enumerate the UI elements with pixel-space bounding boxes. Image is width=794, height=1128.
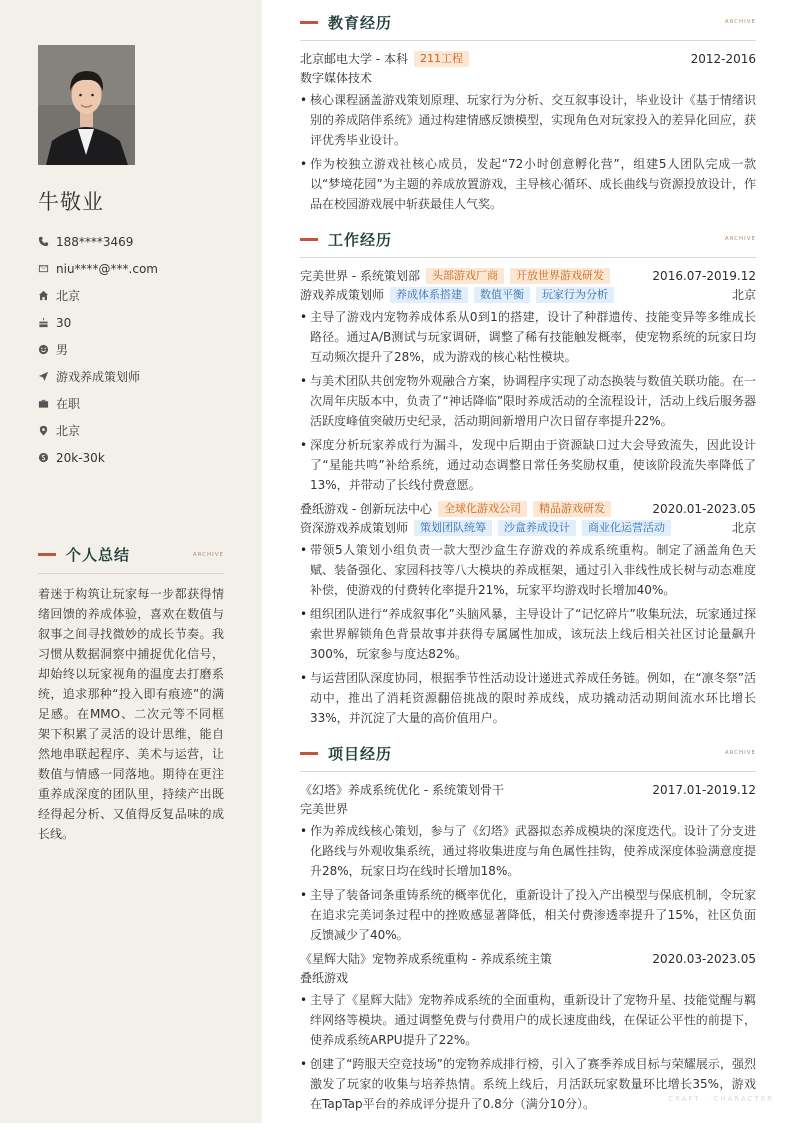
summary-section xyxy=(38,544,224,844)
projects-title: 项目经历 xyxy=(328,744,393,763)
list-item: • 与运营团队深度协同，根据季节性活动设计递进式养成任务链。例如，在“凛冬祭”活动中，推出了消耗资源翻倍挑战的限时养成线，成功撬动活动期间流水环比增长33%，并沉淀了大量的高价值用户。 xyxy=(300,668,756,728)
summary-title: 个人总结 xyxy=(66,546,131,564)
job-company-row xyxy=(300,266,756,285)
education-period: 2012-2016 xyxy=(690,51,756,66)
project-entry xyxy=(300,780,756,945)
project-period: 2017.01-2019.12 xyxy=(652,782,756,797)
project-entry xyxy=(300,949,756,1114)
education-archive-tag: ARCHIVE xyxy=(724,19,756,25)
smile-icon xyxy=(38,344,56,355)
job-city: 北京 xyxy=(731,288,756,302)
work-header xyxy=(300,228,756,250)
job-bullets xyxy=(300,307,756,495)
cake-icon xyxy=(38,317,56,328)
school-badge: 211工程 xyxy=(414,51,469,67)
info-row-salary xyxy=(38,444,248,471)
job-role: 资深游戏养成策划师 xyxy=(300,521,409,535)
section-divider xyxy=(38,573,224,574)
job-company: 完美世界 - 系统策划部 xyxy=(300,269,420,283)
info-row-age xyxy=(38,309,248,336)
projects-header xyxy=(300,742,756,764)
info-row-home xyxy=(38,282,248,309)
info-row-location xyxy=(38,417,248,444)
education-header xyxy=(300,11,756,33)
education-section xyxy=(300,11,756,214)
phone-icon xyxy=(38,236,56,247)
candidate-name: 牛敬业 xyxy=(38,190,104,214)
salary-text: 20k-30k xyxy=(56,450,105,465)
briefcase-icon xyxy=(38,398,56,409)
position-text: 游戏养成策划师 xyxy=(56,370,141,384)
project-name: 《星辉大陆》宠物养成系统重构 - 养成系统主策 xyxy=(300,952,552,966)
major-name: 数字媒体技术 xyxy=(300,71,373,85)
work-title: 工作经历 xyxy=(328,230,393,249)
list-item: • 作为养成线核心策划，参与了《幻塔》武器拟态养成模块的深度迭代。设计了分支进化路线与外观收集系统，通过将收集进度与角色属性挂钩，使养成深度体验满意度提升28%，玩家日均在线时长增加18%。 xyxy=(300,821,756,881)
company-tag: 全球化游戏公司 xyxy=(438,501,527,517)
project-bullets xyxy=(300,821,756,945)
project-title-row xyxy=(300,780,756,799)
job-city: 北京 xyxy=(731,521,756,535)
education-school-row xyxy=(300,49,756,68)
home-text: 北京 xyxy=(56,289,81,303)
contact-info-list xyxy=(38,228,248,471)
job-role-row xyxy=(300,518,756,537)
company-tag: 开放世界游戏研发 xyxy=(510,268,610,284)
info-row-email xyxy=(38,255,248,282)
section-accent-bar xyxy=(38,553,56,556)
project-period: 2020.03-2023.05 xyxy=(652,951,756,966)
list-item: • 创建了“跨服天空竞技场”的宠物养成排行榜，引入了赛季养成目标与荣耀展示，强烈激发了玩家的收集与培养热情。系统上线后，月活跃玩家数量环比增长35%，游戏在TapTap平台的养成评分提升了0.8分（满分10分）。 xyxy=(300,1054,756,1114)
role-tag: 数值平衡 xyxy=(474,287,530,303)
education-title: 教育经历 xyxy=(328,13,393,32)
list-item: • 核心课程涵盖游戏策划原理、玩家行为分析、交互叙事设计，毕业设计《基于情绪识别的养成陪伴系统》通过构建情感反馈模型，实现角色对玩家投入的差异化回应，获评优秀毕业设计。 xyxy=(300,90,756,150)
list-item: • 主导了《星辉大陆》宠物养成系统的全面重构，重新设计了宠物升星、技能觉醒与羁绊网络等模块。通过调整免费与付费用户的成长速度曲线，在保证公平性的前提下，使养成系统ARPU提升了22%。 xyxy=(300,990,756,1050)
project-title-row xyxy=(300,949,756,968)
role-tag: 玩家行为分析 xyxy=(536,287,614,303)
salary-icon xyxy=(38,452,56,463)
phone-text: 188****3469 xyxy=(56,234,134,249)
job-role: 游戏养成策划师 xyxy=(300,288,385,302)
project-org-row xyxy=(300,968,756,987)
profile-photo xyxy=(38,45,135,165)
education-major-row xyxy=(300,68,756,87)
info-row-gender xyxy=(38,336,248,363)
section-accent-bar xyxy=(300,238,318,241)
job-entry xyxy=(300,266,756,495)
main-content xyxy=(300,11,756,1128)
watermark: CRAFT · CHARACTER xyxy=(668,1095,774,1103)
sidebar xyxy=(0,0,262,1123)
list-item: • 作为校独立游戏社核心成员，发起“72小时创意孵化营”，组建5人团队完成一款以“梦境花园”为主题的养成放置游戏，主导核心循环、成长曲线与资源投放设计，作品在校园游戏展中斩获最佳人气奖。 xyxy=(300,154,756,214)
project-name: 《幻塔》养成系统优化 - 系统策划骨干 xyxy=(300,783,504,797)
job-period: 2016.07-2019.12 xyxy=(652,268,756,283)
job-bullets xyxy=(300,540,756,728)
project-org: 完美世界 xyxy=(300,802,349,816)
job-period: 2020.01-2023.05 xyxy=(652,501,756,516)
job-entry xyxy=(300,499,756,728)
role-tag: 商业化运营活动 xyxy=(582,520,671,536)
projects-archive-tag: ARCHIVE xyxy=(724,750,756,756)
project-org-row xyxy=(300,799,756,818)
company-tag: 精品游戏研发 xyxy=(533,501,611,517)
gender-text: 男 xyxy=(56,343,69,357)
age-text: 30 xyxy=(56,315,72,330)
list-item: • 主导了游戏内宠物养成体系从0到1的搭建，设计了种群遗传、技能变异等多维成长路径。通过A/B测试与玩家调研，调整了稀有技能触发概率，使宠物系统的玩家日均互动频次提升了28%，成为游戏的核心粘性模块。 xyxy=(300,307,756,367)
project-org: 叠纸游戏 xyxy=(300,971,349,985)
job-company: 叠纸游戏 - 创新玩法中心 xyxy=(300,502,432,516)
info-row-position xyxy=(38,363,248,390)
list-item: • 与美术团队共创宠物外观融合方案，协调程序实现了动态换装与数值关联功能。在一次周年庆版本中，负责了“神话降临”限时养成活动的全流程设计，活动上线后服务器活跃度峰值突破历史纪录，活动期间新增用户次日留存率提升22%。 xyxy=(300,371,756,431)
education-bullets xyxy=(300,90,756,214)
home-icon xyxy=(38,290,56,301)
summary-text: 着迷于构筑让玩家每一步都获得情绪回馈的养成体验，喜欢在数值与叙事之间寻找微妙的成长节奏。我习惯从数据洞察中捕捉优化信号，却始终以玩家视角的温度去打磨系统，追求那种“投入即有痕迹”的满足感。在MMO、二次元等不同框架下积累了灵活的设计思维，能自然地串联起程序、美术与运营，让数值与情感一同落地。期待在更注重养成深度的团队里，持续产出既经得起分析、又值得反复品味的成长线。 xyxy=(38,587,224,841)
role-tag: 沙盒养成设计 xyxy=(498,520,576,536)
work-section xyxy=(300,228,756,728)
job-role-row xyxy=(300,285,756,304)
school-name: 北京邮电大学 - 本科 xyxy=(300,52,408,66)
work-archive-tag: ARCHIVE xyxy=(724,236,756,242)
location-pin-icon xyxy=(38,425,56,436)
info-row-status xyxy=(38,390,248,417)
job-company-row xyxy=(300,499,756,518)
summary-header xyxy=(38,544,224,565)
section-accent-bar xyxy=(300,21,318,24)
send-icon xyxy=(38,371,56,382)
company-tag: 头部游戏厂商 xyxy=(426,268,504,284)
role-tag: 策划团队统筹 xyxy=(414,520,492,536)
projects-section xyxy=(300,742,756,1114)
summary-archive-tag: ARCHIVE xyxy=(192,551,224,558)
list-item: • 组织团队进行“养成叙事化”头脑风暴，主导设计了“记忆碎片”收集玩法，玩家通过探索世界解锁角色背景故事并获得专属属性加成，该玩法上线后相关社区讨论量飙升300%，玩家参与度达82%。 xyxy=(300,604,756,664)
role-tag: 养成体系搭建 xyxy=(390,287,468,303)
location-text: 北京 xyxy=(56,424,81,438)
list-item: • 深度分析玩家养成行为漏斗，发现中后期由于资源缺口过大会导致流失，因此设计了“星能共鸣”补给系统，通过动态调整日常任务奖励权重，使该阶段流失率降低了13%，并带动了长线付费意愿。 xyxy=(300,435,756,495)
email-text: niu****@***.com xyxy=(56,261,158,276)
list-item: • 带领5人策划小组负责一款大型沙盒生存游戏的养成系统重构。制定了涵盖角色天赋、装备强化、家园科技等八大模块的养成框架，通过引入非线性成长树与动态难度补偿，使游戏的付费转化率提升21%，玩家平均游戏时长增加40%。 xyxy=(300,540,756,600)
mail-icon xyxy=(38,263,56,274)
list-item: • 主导了装备词条重铸系统的概率优化，重新设计了投入产出模型与保底机制，令玩家在追求完美词条过程中的挫败感显著降低，相关付费渗透率提升了15%，社区负面反馈减少了40%。 xyxy=(300,885,756,945)
section-accent-bar xyxy=(300,752,318,755)
status-text: 在职 xyxy=(56,397,81,411)
info-row-phone xyxy=(38,228,248,255)
